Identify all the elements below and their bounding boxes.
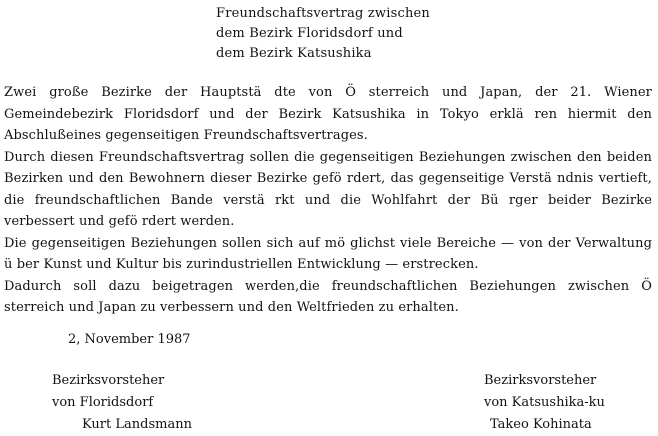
paragraph-3: Die gegenseitigen Beziehungen sollen sich auf mö glichst viele Bereiche — von der Verwaltung ü ber Kunst und Kultur bis zurindustriellen Entwicklung — erstrecken. — [4, 235, 652, 272]
signature-block-right — [484, 370, 605, 436]
title-line-2: dem Bezirk Floridsdorf und — [216, 26, 403, 41]
document-date: 2, November 1987 — [68, 332, 191, 347]
document-body — [4, 82, 652, 319]
paragraph-1: Zwei große Bezirke der Hauptstä dte von Ö sterreich und Japan, der 21. Wiener Gemeindebezirk Floridsdorf und der Bezirk Katsushika in Tokyo erklä ren hiermit den Abschlußeines gegenseitigen Freundschaftsvertrages. — [4, 85, 652, 143]
signature-right-district: von Katsushika-ku — [484, 395, 605, 410]
paragraph-4: Dadurch soll dazu beigetragen werden,die freundschaftlichen Beziehungen zwischen Ö sterreich und Japan zu verbessern und den Weltfrieden zu erhalten. — [4, 278, 652, 315]
signature-left-name: Kurt Landsmann — [82, 417, 192, 432]
title-line-3: dem Bezirk Katsushika — [216, 46, 372, 61]
signature-right-name: Takeo Kohinata — [490, 417, 592, 432]
title-line-1: Freundschaftsvertrag zwischen — [216, 6, 430, 21]
signature-left-role: Bezirksvorsteher — [52, 373, 165, 388]
signature-block-left — [52, 370, 192, 436]
signature-left-district: von Floridsdorf — [52, 395, 154, 410]
signature-right-role: Bezirksvorsteher — [484, 373, 597, 388]
paragraph-2: Durch diesen Freundschaftsvertrag sollen die gegenseitigen Beziehungen zwischen den beiden Bezirken und den Bewohnern dieser Bezirke gefö rdert, das gegenseitige Verstä ndnis vertieft, die freundschaftlichen Bande verstä rkt und die Wohlfahrt der Bü rger beider Bezirke verbessert und gefö rdert werden. — [4, 149, 652, 229]
document-title — [216, 4, 516, 64]
